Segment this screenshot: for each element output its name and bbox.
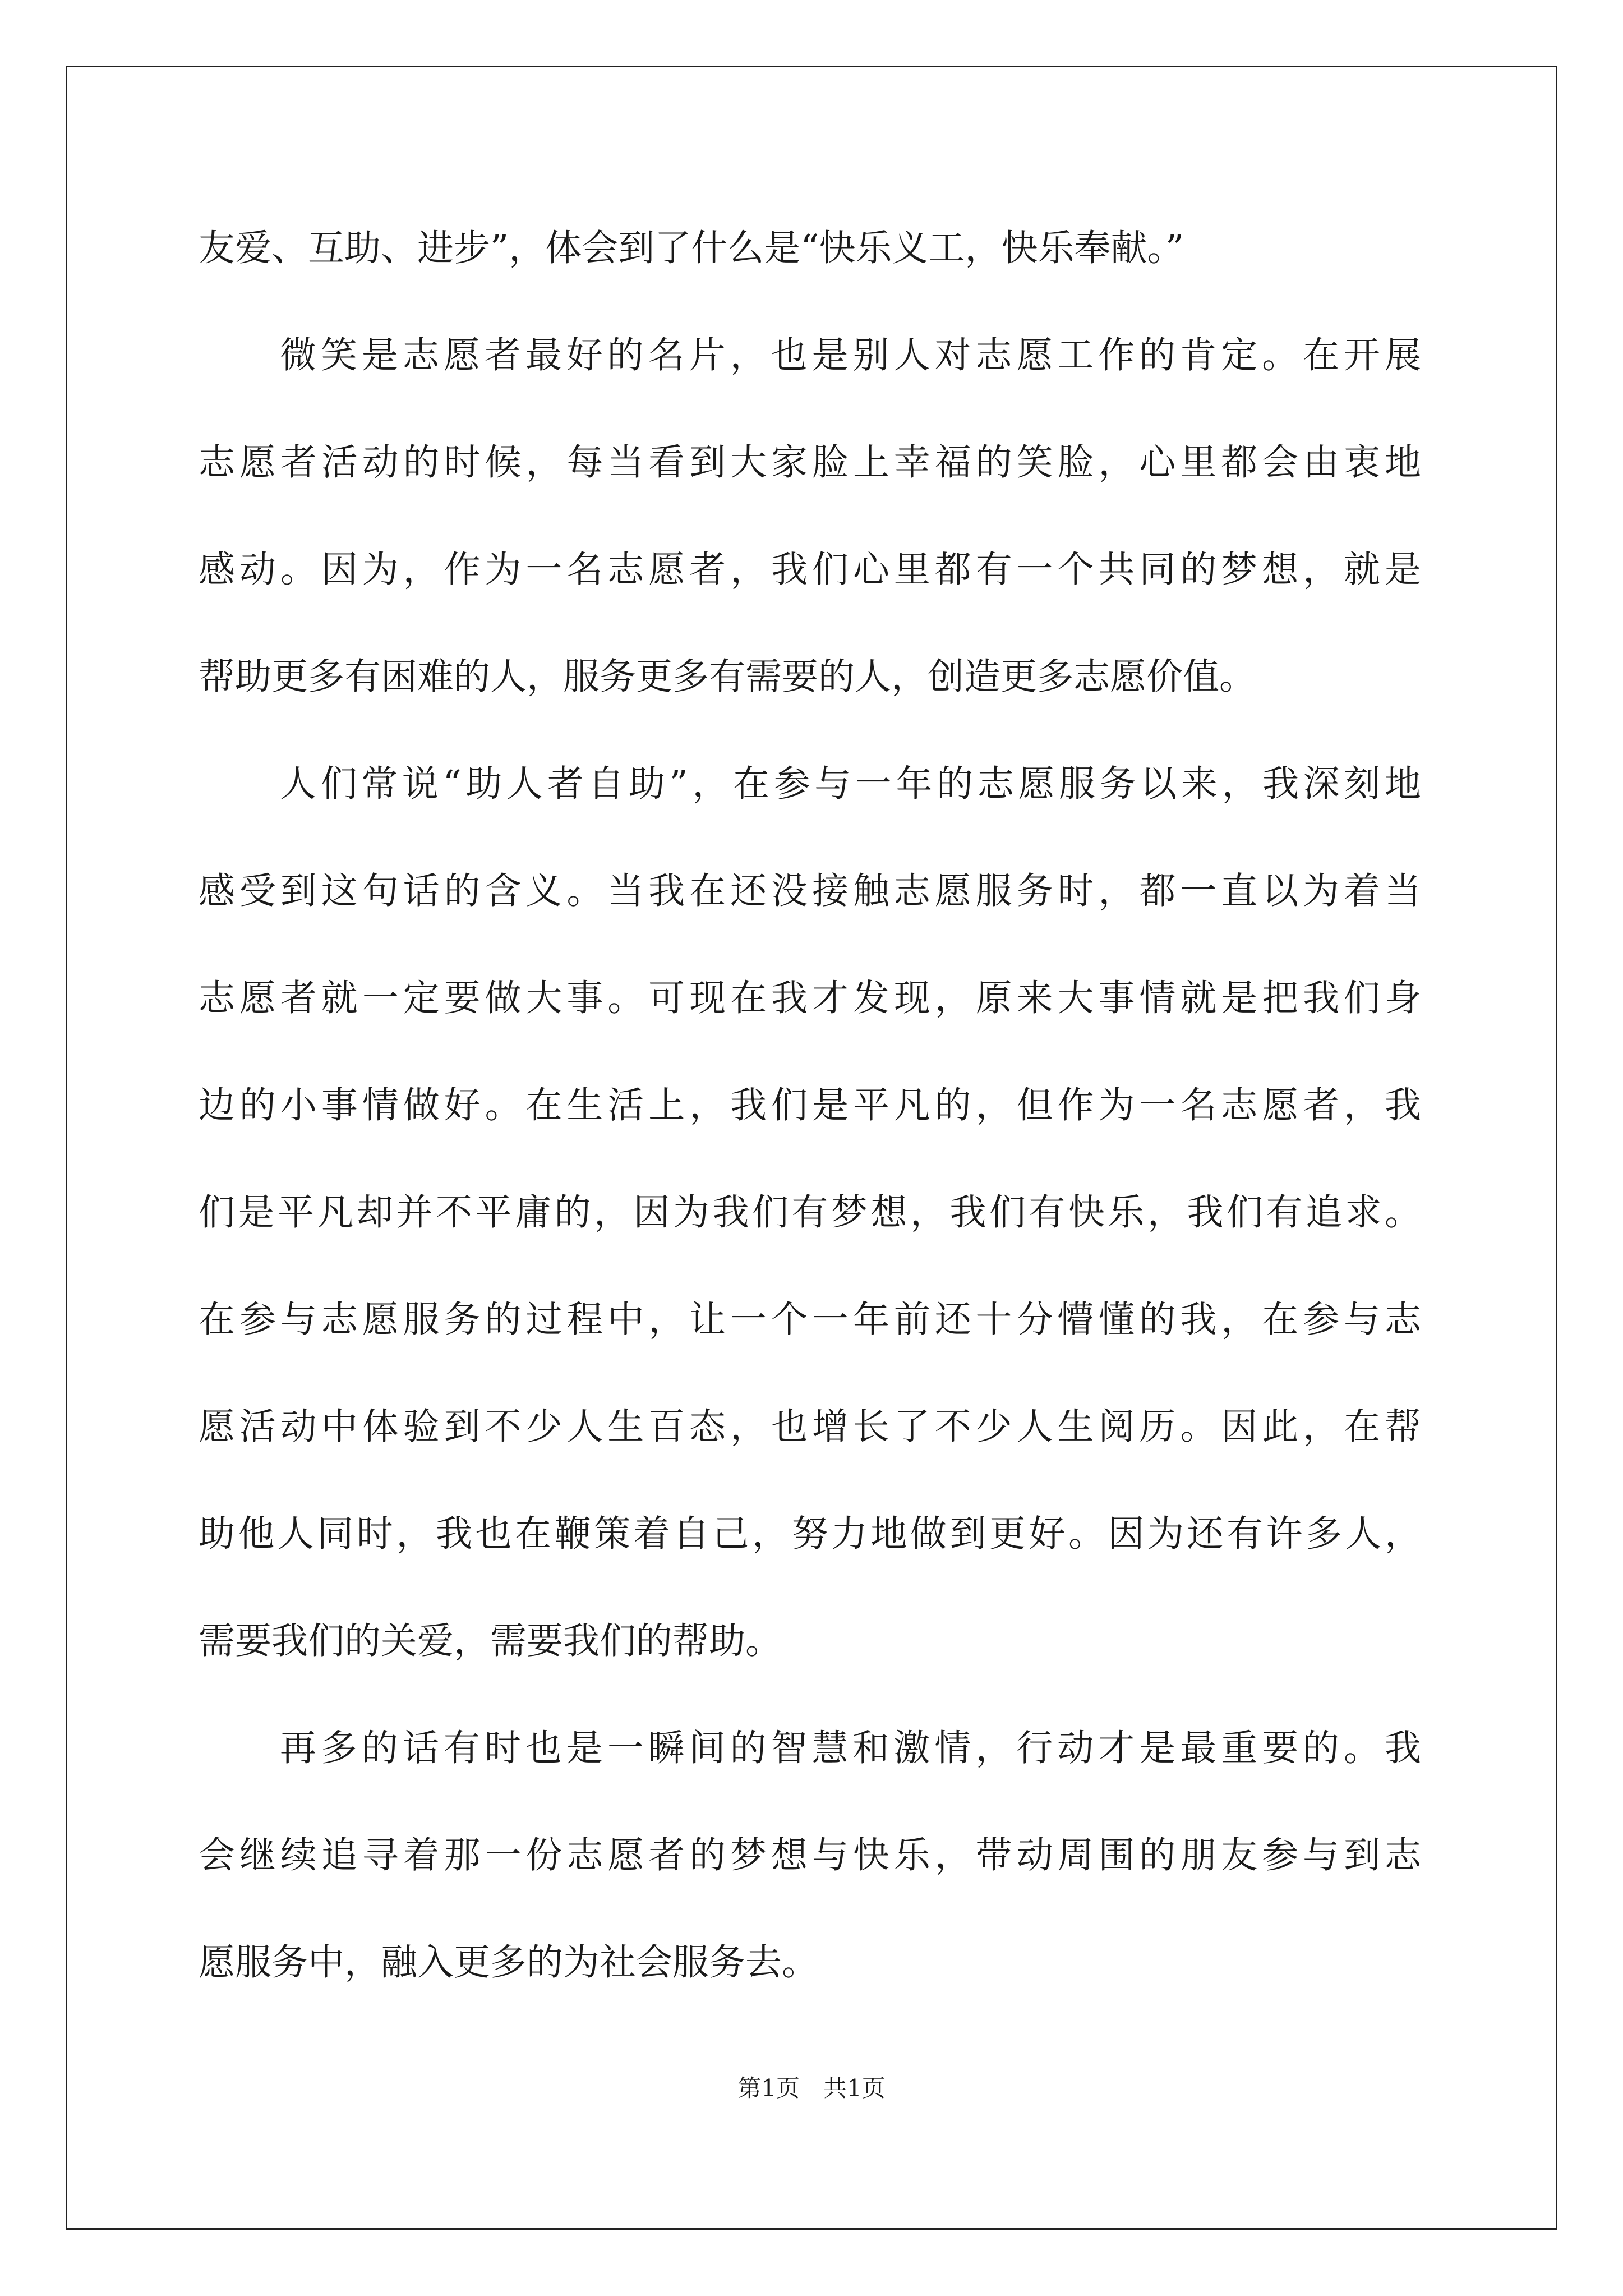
- text-line: 志愿者活动的时候，每当看到大家脸上幸福的笑脸，心里都会由衷地: [199, 441, 1421, 484]
- text-line: 友爱、互助、进步”，体会到了什么是“快乐义工，快乐奉献。”: [199, 227, 1184, 269]
- page-footer: [0, 2070, 1623, 2104]
- text-line: 帮助更多有困难的人，服务更多有需要的人，创造更多志愿价值。: [199, 656, 1256, 698]
- text-line: 志愿者就一定要做大事。可现在我才发现，原来大事情就是把我们身: [199, 977, 1421, 1019]
- text-line: 愿服务中，融入更多的为社会服务去。: [199, 1941, 819, 1984]
- text-line: 感受到这句话的含义。当我在还没接触志愿服务时，都一直以为着当: [199, 870, 1421, 912]
- page-border: [66, 66, 1557, 2230]
- paragraph-first-line: 人们常说“助人者自助”，在参与一年的志愿服务以来，我深刻地: [280, 763, 1421, 805]
- paragraph-first-line: 微笑是志愿者最好的名片，也是别人对志愿工作的肯定。在开展: [280, 334, 1421, 376]
- text-line: 感动。因为，作为一名志愿者，我们心里都有一个共同的梦想，就是: [199, 549, 1421, 591]
- text-line: 们是平凡却并不平庸的，因为我们有梦想，我们有快乐，我们有追求。: [199, 1191, 1421, 1234]
- text-line: 助他人同时，我也在鞭策着自己，努力地做到更好。因为还有许多人，: [199, 1513, 1421, 1555]
- page-number: 第1页 共1页: [737, 2074, 886, 2102]
- paragraph-first-line: 再多的话有时也是一瞬间的智慧和激情，行动才是最重要的。我: [280, 1727, 1421, 1769]
- text-line: 愿活动中体验到不少人生百态，也增长了不少人生阅历。因此，在帮: [199, 1406, 1421, 1448]
- text-line: 需要我们的关爱，需要我们的帮助。: [199, 1620, 782, 1662]
- text-line: 边的小事情做好。在生活上，我们是平凡的，但作为一名志愿者，我: [199, 1084, 1421, 1126]
- text-line: 在参与志愿服务的过程中，让一个一年前还十分懵懂的我，在参与志: [199, 1299, 1421, 1341]
- text-line: 会继续追寻着那一份志愿者的梦想与快乐，带动周围的朋友参与到志: [199, 1834, 1421, 1876]
